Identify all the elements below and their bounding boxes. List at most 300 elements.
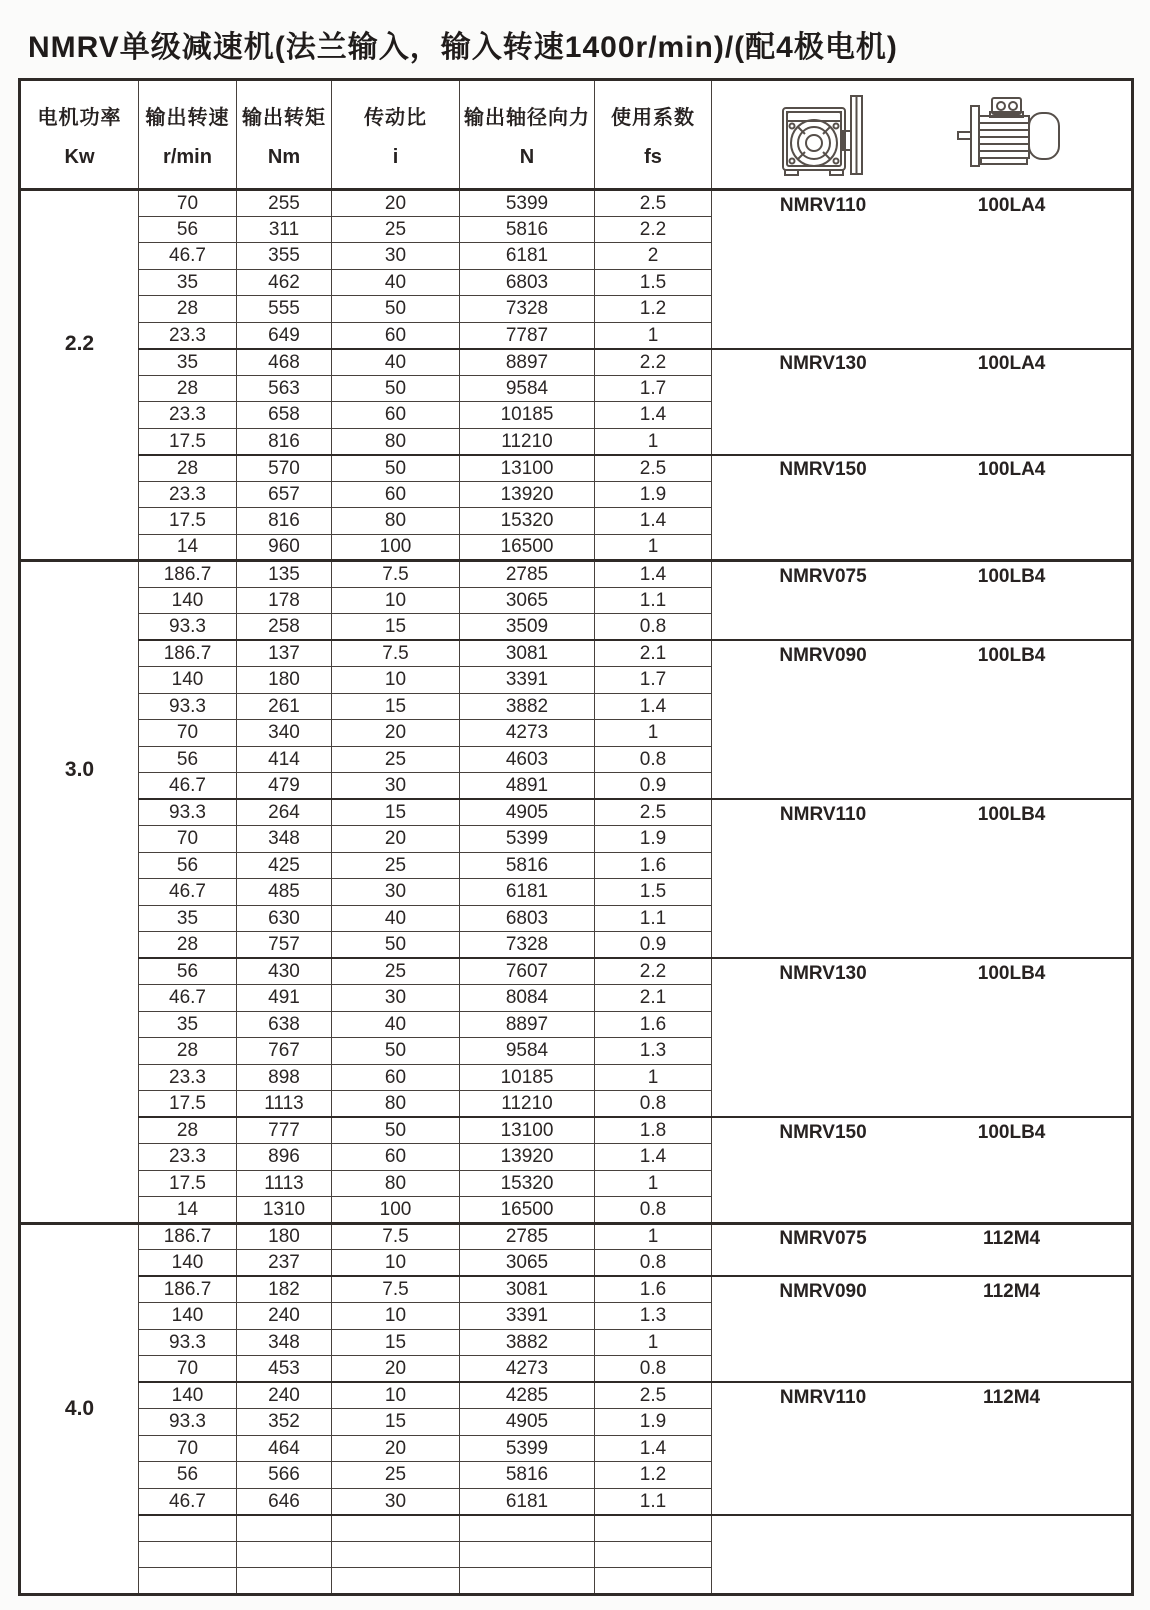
value-cell: 1.5 xyxy=(595,879,712,906)
value-cell: 8084 xyxy=(460,985,595,1012)
value-cell: 1 xyxy=(595,428,712,455)
value-cell: 4905 xyxy=(460,1409,595,1436)
value-cell: 3065 xyxy=(460,1250,595,1277)
value-cell: 40 xyxy=(332,269,460,296)
value-cell: 28 xyxy=(139,296,237,323)
value-cell: 1 xyxy=(595,534,712,561)
value-cell: 17.5 xyxy=(139,1170,237,1197)
value-cell: 28 xyxy=(139,1117,237,1144)
value-cell: 11210 xyxy=(460,428,595,455)
header-unit: r/min xyxy=(163,145,212,168)
value-cell: 60 xyxy=(332,1144,460,1171)
value-cell: 2.5 xyxy=(595,455,712,482)
value-cell: 20 xyxy=(332,190,460,217)
value-cell: 1113 xyxy=(237,1091,332,1118)
power-value: 3.0 xyxy=(64,757,95,781)
value-cell: 46.7 xyxy=(139,243,237,270)
model-cell xyxy=(712,349,1133,455)
value-cell: 4285 xyxy=(460,1382,595,1409)
model-cell xyxy=(712,1515,1133,1595)
value-cell xyxy=(595,1568,712,1595)
value-cell: 2785 xyxy=(460,1223,595,1250)
value-cell: 1.1 xyxy=(595,587,712,614)
value-cell xyxy=(139,1541,237,1568)
value-cell: 23.3 xyxy=(139,1144,237,1171)
value-cell: 35 xyxy=(139,269,237,296)
value-cell: 15 xyxy=(332,1329,460,1356)
value-cell: 70 xyxy=(139,826,237,853)
value-cell: 2.2 xyxy=(595,958,712,985)
value-cell: 960 xyxy=(237,534,332,561)
value-cell: 7.5 xyxy=(332,640,460,667)
value-cell: 60 xyxy=(332,402,460,429)
motor-model: 112M4 xyxy=(983,1228,1041,1249)
model-cell xyxy=(712,1382,1133,1515)
model-cell xyxy=(712,1117,1133,1223)
value-cell: 453 xyxy=(237,1356,332,1383)
value-cell: 7607 xyxy=(460,958,595,985)
value-cell: 1.9 xyxy=(595,481,712,508)
value-cell: 311 xyxy=(237,216,332,243)
value-cell: 50 xyxy=(332,1038,460,1065)
value-cell: 1.1 xyxy=(595,905,712,932)
gearbox-model: NMRV090 xyxy=(779,644,867,666)
value-cell: 100 xyxy=(332,1197,460,1224)
value-cell: 2.1 xyxy=(595,985,712,1012)
value-cell: 352 xyxy=(237,1409,332,1436)
value-cell: 40 xyxy=(332,349,460,376)
value-cell: 2 xyxy=(595,243,712,270)
value-cell: 10 xyxy=(332,1382,460,1409)
value-cell: 28 xyxy=(139,455,237,482)
value-cell: 46.7 xyxy=(139,773,237,800)
value-cell: 237 xyxy=(237,1250,332,1277)
value-cell: 9584 xyxy=(460,1038,595,1065)
value-cell: 0.8 xyxy=(595,614,712,641)
value-cell: 70 xyxy=(139,1435,237,1462)
gearbox-model: NMRV110 xyxy=(779,803,867,825)
table-row xyxy=(20,799,1133,826)
value-cell: 1.1 xyxy=(595,1488,712,1515)
value-cell: 658 xyxy=(237,402,332,429)
value-cell: 70 xyxy=(139,720,237,747)
value-cell xyxy=(460,1541,595,1568)
table-row xyxy=(20,561,1133,588)
value-cell: 485 xyxy=(237,879,332,906)
value-cell: 6803 xyxy=(460,905,595,932)
value-cell: 13100 xyxy=(460,1117,595,1144)
value-cell xyxy=(460,1515,595,1542)
motor-model: 100LB4 xyxy=(977,803,1046,825)
motor-model: 112M4 xyxy=(983,1386,1041,1408)
value-cell xyxy=(139,1515,237,1542)
value-cell: 563 xyxy=(237,375,332,402)
value-cell: 4273 xyxy=(460,1356,595,1383)
value-cell: 2.2 xyxy=(595,216,712,243)
table-row xyxy=(20,190,1133,217)
value-cell: 46.7 xyxy=(139,985,237,1012)
value-cell: 657 xyxy=(237,481,332,508)
value-cell: 1.4 xyxy=(595,561,712,588)
value-cell: 1.7 xyxy=(595,375,712,402)
value-cell: 649 xyxy=(237,322,332,349)
motor-image-box xyxy=(934,92,1089,178)
value-cell: 93.3 xyxy=(139,1409,237,1436)
value-cell: 13920 xyxy=(460,1144,595,1171)
value-cell: 10 xyxy=(332,1250,460,1277)
col-header-output-speed xyxy=(139,80,237,190)
value-cell: 25 xyxy=(332,1462,460,1489)
col-header-radial-force xyxy=(460,80,595,190)
value-cell: 896 xyxy=(237,1144,332,1171)
value-cell: 566 xyxy=(237,1462,332,1489)
value-cell: 40 xyxy=(332,1011,460,1038)
value-cell: 0.9 xyxy=(595,932,712,959)
value-cell: 1 xyxy=(595,1170,712,1197)
value-cell: 140 xyxy=(139,667,237,694)
value-cell: 0.8 xyxy=(595,1356,712,1383)
value-cell: 3065 xyxy=(460,587,595,614)
value-cell: 50 xyxy=(332,932,460,959)
value-cell xyxy=(460,1568,595,1595)
value-cell: 1.4 xyxy=(595,1144,712,1171)
value-cell: 20 xyxy=(332,1356,460,1383)
value-cell: 50 xyxy=(332,455,460,482)
value-cell: 80 xyxy=(332,428,460,455)
header-unit: fs xyxy=(644,145,662,168)
header-unit: N xyxy=(519,145,535,168)
value-cell: 555 xyxy=(237,296,332,323)
value-cell: 1 xyxy=(595,1064,712,1091)
value-cell: 2.1 xyxy=(595,640,712,667)
value-cell: 70 xyxy=(139,1356,237,1383)
value-cell: 6181 xyxy=(460,1488,595,1515)
value-cell: 10 xyxy=(332,1303,460,1330)
value-cell: 182 xyxy=(237,1276,332,1303)
value-cell: 1.6 xyxy=(595,1276,712,1303)
value-cell: 2.5 xyxy=(595,1382,712,1409)
value-cell: 1.2 xyxy=(595,1462,712,1489)
value-cell: 80 xyxy=(332,1170,460,1197)
value-cell: 1310 xyxy=(237,1197,332,1224)
model-cell xyxy=(712,958,1133,1117)
value-cell: 4603 xyxy=(460,746,595,773)
table-row xyxy=(20,1276,1133,1303)
value-cell: 1 xyxy=(595,720,712,747)
value-cell: 20 xyxy=(332,1435,460,1462)
value-cell: 258 xyxy=(237,614,332,641)
value-cell: 1.8 xyxy=(595,1117,712,1144)
table-row xyxy=(20,1382,1133,1409)
value-cell: 15320 xyxy=(460,1170,595,1197)
value-cell: 60 xyxy=(332,481,460,508)
value-cell: 20 xyxy=(332,826,460,853)
value-cell: 17.5 xyxy=(139,1091,237,1118)
value-cell: 7328 xyxy=(460,932,595,959)
value-cell: 2.5 xyxy=(595,799,712,826)
value-cell: 56 xyxy=(139,216,237,243)
header-row xyxy=(20,80,1133,190)
value-cell: 1 xyxy=(595,1329,712,1356)
value-cell: 46.7 xyxy=(139,1488,237,1515)
header-label: 传动比 xyxy=(364,106,427,129)
value-cell: 7787 xyxy=(460,322,595,349)
value-cell: 0.8 xyxy=(595,746,712,773)
value-cell: 425 xyxy=(237,852,332,879)
value-cell: 340 xyxy=(237,720,332,747)
value-cell: 13100 xyxy=(460,455,595,482)
table-row xyxy=(20,349,1133,376)
value-cell: 430 xyxy=(237,958,332,985)
value-cell: 6181 xyxy=(460,879,595,906)
value-cell: 10 xyxy=(332,587,460,614)
value-cell: 7.5 xyxy=(332,561,460,588)
worm-gearbox-icon xyxy=(777,92,869,178)
value-cell: 14 xyxy=(139,1197,237,1224)
motor-model: 100LA4 xyxy=(977,459,1046,480)
value-cell: 70 xyxy=(139,190,237,217)
value-cell: 10185 xyxy=(460,1064,595,1091)
gearbox-model: NMRV110 xyxy=(779,194,867,216)
value-cell: 17.5 xyxy=(139,428,237,455)
value-cell: 93.3 xyxy=(139,1329,237,1356)
motor-model: 100LA4 xyxy=(977,353,1046,374)
power-value: 4.0 xyxy=(64,1396,95,1420)
gearbox-model: NMRV150 xyxy=(779,1121,867,1143)
header-label: 电机功率 xyxy=(37,106,122,129)
col-header-ratio xyxy=(332,80,460,190)
value-cell: 93.3 xyxy=(139,614,237,641)
value-cell xyxy=(237,1515,332,1542)
value-cell: 646 xyxy=(237,1488,332,1515)
value-cell: 1.6 xyxy=(595,852,712,879)
col-header-service-factor xyxy=(595,80,712,190)
value-cell: 25 xyxy=(332,216,460,243)
gearbox-model: NMRV075 xyxy=(779,1228,867,1249)
value-cell: 16500 xyxy=(460,1197,595,1224)
value-cell: 462 xyxy=(237,269,332,296)
gearbox-model: NMRV075 xyxy=(779,565,867,587)
value-cell: 0.9 xyxy=(595,773,712,800)
page-title: NMRV单级减速机(法兰输入，输入转速1400r/min)/(配4极电机) xyxy=(28,31,898,64)
motor-model: 112M4 xyxy=(983,1280,1041,1302)
value-cell: 4273 xyxy=(460,720,595,747)
header-label: 使用系数 xyxy=(611,106,695,129)
value-cell: 348 xyxy=(237,826,332,853)
value-cell: 10 xyxy=(332,667,460,694)
value-cell xyxy=(595,1515,712,1542)
motor-model: 100LB4 xyxy=(977,962,1046,984)
value-cell: 1113 xyxy=(237,1170,332,1197)
value-cell: 50 xyxy=(332,1117,460,1144)
value-cell: 40 xyxy=(332,905,460,932)
value-cell: 1.5 xyxy=(595,269,712,296)
value-cell: 0.8 xyxy=(595,1197,712,1224)
value-cell: 50 xyxy=(332,296,460,323)
value-cell: 3882 xyxy=(460,1329,595,1356)
value-cell: 13920 xyxy=(460,481,595,508)
value-cell: 180 xyxy=(237,667,332,694)
value-cell xyxy=(139,1568,237,1595)
value-cell xyxy=(332,1568,460,1595)
value-cell: 240 xyxy=(237,1382,332,1409)
value-cell: 28 xyxy=(139,1038,237,1065)
table-row xyxy=(20,1515,1133,1542)
value-cell: 1 xyxy=(595,322,712,349)
value-cell: 23.3 xyxy=(139,322,237,349)
value-cell: 15 xyxy=(332,1409,460,1436)
value-cell: 7328 xyxy=(460,296,595,323)
power-cell xyxy=(20,190,139,561)
value-cell: 140 xyxy=(139,1303,237,1330)
value-cell: 140 xyxy=(139,1250,237,1277)
value-cell: 56 xyxy=(139,852,237,879)
value-cell: 137 xyxy=(237,640,332,667)
gearbox-model: NMRV150 xyxy=(779,459,867,480)
power-cell xyxy=(20,561,139,1224)
value-cell: 1.4 xyxy=(595,508,712,535)
value-cell: 1.9 xyxy=(595,1409,712,1436)
value-cell: 56 xyxy=(139,1462,237,1489)
value-cell: 46.7 xyxy=(139,879,237,906)
motor-model: 100LB4 xyxy=(977,644,1046,666)
value-cell: 15 xyxy=(332,799,460,826)
gearbox-model: NMRV130 xyxy=(779,353,867,374)
model-cell xyxy=(712,190,1133,349)
value-cell: 80 xyxy=(332,508,460,535)
value-cell: 11210 xyxy=(460,1091,595,1118)
value-cell: 4891 xyxy=(460,773,595,800)
value-cell: 464 xyxy=(237,1435,332,1462)
value-cell: 14 xyxy=(139,534,237,561)
value-cell: 638 xyxy=(237,1011,332,1038)
value-cell: 1.7 xyxy=(595,667,712,694)
value-cell xyxy=(332,1515,460,1542)
gearbox-model: NMRV110 xyxy=(779,1386,867,1408)
value-cell: 1.3 xyxy=(595,1303,712,1330)
value-cell: 7.5 xyxy=(332,1223,460,1250)
value-cell: 898 xyxy=(237,1064,332,1091)
value-cell: 414 xyxy=(237,746,332,773)
value-cell: 60 xyxy=(332,322,460,349)
value-cell: 9584 xyxy=(460,375,595,402)
value-cell: 25 xyxy=(332,852,460,879)
value-cell: 35 xyxy=(139,905,237,932)
value-cell: 767 xyxy=(237,1038,332,1065)
value-cell: 15 xyxy=(332,614,460,641)
value-cell: 2.5 xyxy=(595,190,712,217)
value-cell: 6803 xyxy=(460,269,595,296)
value-cell: 264 xyxy=(237,799,332,826)
value-cell: 93.3 xyxy=(139,693,237,720)
table-row xyxy=(20,640,1133,667)
value-cell: 6181 xyxy=(460,243,595,270)
value-cell: 491 xyxy=(237,985,332,1012)
value-cell: 50 xyxy=(332,375,460,402)
value-cell: 93.3 xyxy=(139,799,237,826)
value-cell: 261 xyxy=(237,693,332,720)
header-unit: i xyxy=(392,145,399,168)
power-cell xyxy=(20,1223,139,1594)
header-label: 输出轴径向力 xyxy=(464,106,590,129)
value-cell: 23.3 xyxy=(139,402,237,429)
value-cell: 186.7 xyxy=(139,640,237,667)
value-cell: 4905 xyxy=(460,799,595,826)
value-cell: 178 xyxy=(237,587,332,614)
table-row xyxy=(20,1117,1133,1144)
value-cell: 5399 xyxy=(460,1435,595,1462)
value-cell: 348 xyxy=(237,1329,332,1356)
value-cell: 7.5 xyxy=(332,1276,460,1303)
value-cell: 468 xyxy=(237,349,332,376)
model-cell xyxy=(712,1223,1133,1276)
table-row xyxy=(20,958,1133,985)
motor-model: 100LB4 xyxy=(977,565,1046,587)
value-cell: 240 xyxy=(237,1303,332,1330)
value-cell: 5816 xyxy=(460,852,595,879)
value-cell: 1.9 xyxy=(595,826,712,853)
value-cell: 355 xyxy=(237,243,332,270)
model-cell xyxy=(712,561,1133,641)
value-cell: 255 xyxy=(237,190,332,217)
table-row xyxy=(20,1223,1133,1250)
value-cell: 80 xyxy=(332,1091,460,1118)
value-cell: 186.7 xyxy=(139,1223,237,1250)
value-cell: 35 xyxy=(139,1011,237,1038)
electric-motor-icon xyxy=(956,92,1068,178)
header-label: 输出转矩 xyxy=(242,106,326,129)
value-cell: 56 xyxy=(139,958,237,985)
value-cell: 23.3 xyxy=(139,481,237,508)
gearbox-model: NMRV090 xyxy=(779,1280,867,1302)
value-cell: 3081 xyxy=(460,640,595,667)
value-cell: 0.8 xyxy=(595,1091,712,1118)
value-cell: 30 xyxy=(332,879,460,906)
value-cell: 140 xyxy=(139,1382,237,1409)
value-cell: 479 xyxy=(237,773,332,800)
value-cell: 28 xyxy=(139,932,237,959)
value-cell: 757 xyxy=(237,932,332,959)
value-cell: 186.7 xyxy=(139,1276,237,1303)
value-cell xyxy=(237,1568,332,1595)
value-cell: 8897 xyxy=(460,349,595,376)
value-cell: 25 xyxy=(332,746,460,773)
value-cell: 17.5 xyxy=(139,508,237,535)
value-cell: 5816 xyxy=(460,216,595,243)
model-cell xyxy=(712,1276,1133,1382)
value-cell: 28 xyxy=(139,375,237,402)
value-cell: 777 xyxy=(237,1117,332,1144)
value-cell: 1.2 xyxy=(595,296,712,323)
value-cell: 140 xyxy=(139,587,237,614)
value-cell xyxy=(237,1541,332,1568)
value-cell: 3081 xyxy=(460,1276,595,1303)
table-row xyxy=(20,455,1133,482)
value-cell: 2.2 xyxy=(595,349,712,376)
value-cell: 1.4 xyxy=(595,402,712,429)
value-cell: 15 xyxy=(332,693,460,720)
value-cell: 1.4 xyxy=(595,1435,712,1462)
col-header-motor-power xyxy=(20,80,139,190)
value-cell: 1.3 xyxy=(595,1038,712,1065)
value-cell: 180 xyxy=(237,1223,332,1250)
model-cell xyxy=(712,640,1133,799)
value-cell: 816 xyxy=(237,508,332,535)
value-cell: 3391 xyxy=(460,667,595,694)
reducer-spec-table xyxy=(18,78,1134,1596)
value-cell: 3391 xyxy=(460,1303,595,1330)
value-cell: 100 xyxy=(332,534,460,561)
